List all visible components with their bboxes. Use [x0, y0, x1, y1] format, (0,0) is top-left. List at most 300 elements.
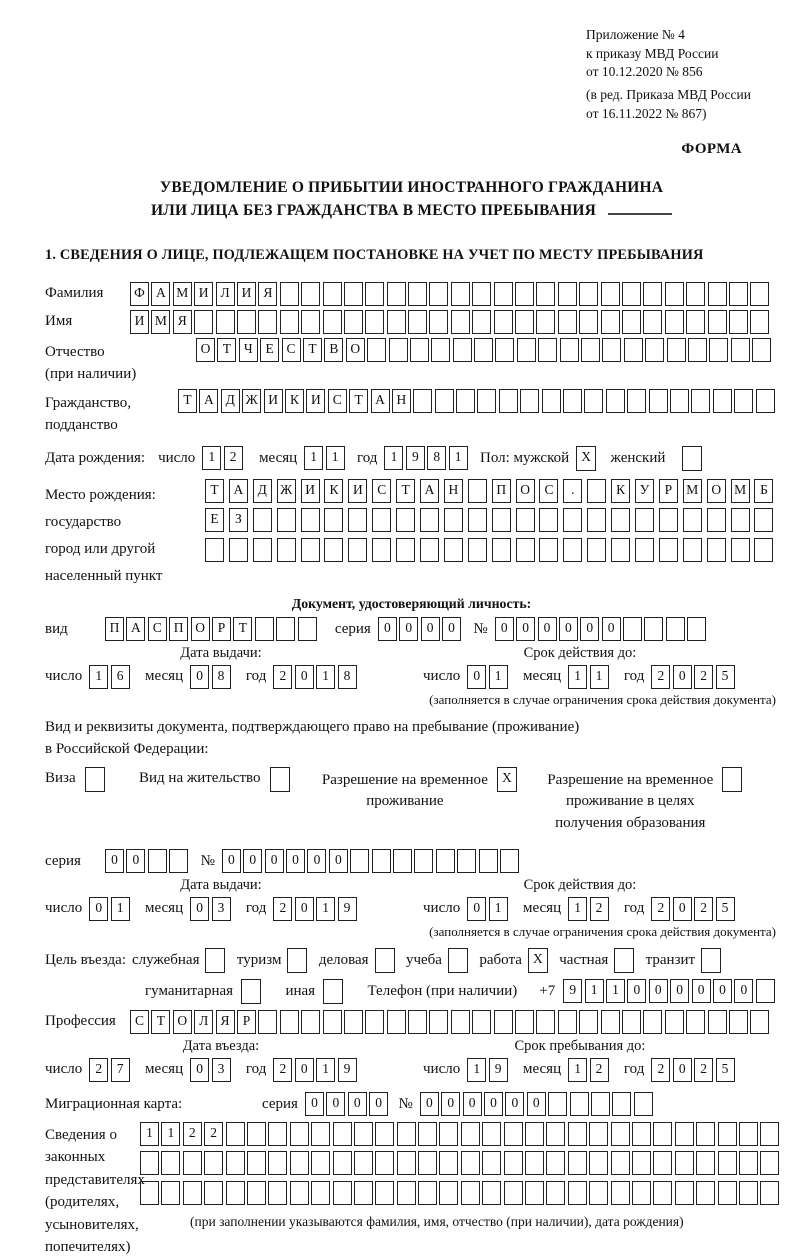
char-cell[interactable] [611, 1151, 630, 1175]
doc-type-cells[interactable] [105, 617, 319, 641]
char-cell[interactable] [280, 1010, 299, 1034]
char-cell[interactable] [696, 1151, 715, 1175]
res-issue-month-cells[interactable] [190, 897, 233, 921]
char-cell[interactable] [500, 849, 519, 873]
char-cell[interactable] [435, 389, 454, 413]
char-cell[interactable] [750, 310, 769, 334]
char-cell[interactable]: 0 [463, 1092, 482, 1116]
char-cell[interactable]: 1 [161, 1122, 180, 1146]
char-cell[interactable]: 0 [89, 897, 108, 921]
char-cell[interactable] [525, 1181, 544, 1205]
char-cell[interactable]: 1 [568, 897, 587, 921]
char-cell[interactable] [731, 538, 750, 562]
char-cell[interactable] [548, 1092, 567, 1116]
name-cells[interactable] [130, 310, 772, 334]
char-cell[interactable] [696, 1181, 715, 1205]
char-cell[interactable]: 0 [421, 617, 440, 641]
char-cell[interactable]: 5 [716, 1058, 735, 1082]
char-cell[interactable] [226, 1181, 245, 1205]
char-cell[interactable] [375, 1122, 394, 1146]
char-cell[interactable] [504, 1122, 523, 1146]
char-cell[interactable] [515, 1010, 534, 1034]
purpose-humanitarian-checkbox[interactable] [241, 979, 263, 1004]
char-cell[interactable]: 0 [649, 979, 668, 1003]
char-cell[interactable] [606, 389, 625, 413]
char-cell[interactable] [280, 282, 299, 306]
char-cell[interactable] [729, 282, 748, 306]
char-cell[interactable] [645, 338, 664, 362]
char-cell[interactable] [268, 1151, 287, 1175]
char-cell[interactable]: 0 [190, 897, 209, 921]
char-cell[interactable] [688, 338, 707, 362]
char-cell[interactable] [161, 1181, 180, 1205]
char-cell[interactable]: 0 [627, 979, 646, 1003]
char-cell[interactable] [344, 1010, 363, 1034]
char-cell[interactable] [468, 538, 487, 562]
char-cell[interactable] [760, 1122, 779, 1146]
char-cell[interactable] [516, 508, 535, 532]
char-cell[interactable]: 0 [673, 1058, 692, 1082]
char-cell[interactable] [444, 538, 463, 562]
char-cell[interactable] [536, 282, 555, 306]
char-cell[interactable] [536, 1010, 555, 1034]
char-cell[interactable]: 0 [442, 617, 461, 641]
char-cell[interactable]: 0 [734, 979, 753, 1003]
patronymic-cells[interactable] [196, 338, 774, 362]
purpose-tourism-checkbox[interactable] [287, 948, 309, 973]
char-cell[interactable] [436, 849, 455, 873]
char-cell[interactable]: 0 [441, 1092, 460, 1116]
char-cell[interactable] [367, 338, 386, 362]
char-cell[interactable] [718, 1151, 737, 1175]
char-cell[interactable]: 0 [305, 1092, 324, 1116]
char-cell[interactable]: 0 [329, 849, 348, 873]
char-cell[interactable] [666, 617, 685, 641]
char-cell[interactable]: Я [216, 1010, 235, 1034]
char-cell[interactable] [387, 282, 406, 306]
char-cell[interactable] [241, 979, 261, 1004]
char-cell[interactable] [420, 538, 439, 562]
char-cell[interactable] [169, 849, 188, 873]
char-cell[interactable] [439, 1151, 458, 1175]
char-cell[interactable] [492, 538, 511, 562]
birth-place-row3-cells[interactable] [205, 538, 778, 562]
char-cell[interactable] [696, 1122, 715, 1146]
char-cell[interactable] [750, 282, 769, 306]
char-cell[interactable]: 0 [527, 1092, 546, 1116]
char-cell[interactable]: Т [151, 1010, 170, 1034]
char-cell[interactable]: 0 [295, 665, 314, 689]
char-cell[interactable] [461, 1151, 480, 1175]
char-cell[interactable] [301, 1010, 320, 1034]
char-cell[interactable] [365, 282, 384, 306]
char-cell[interactable]: 2 [651, 1058, 670, 1082]
char-cell[interactable]: 9 [489, 1058, 508, 1082]
char-cell[interactable]: 0 [222, 849, 241, 873]
char-cell[interactable]: 1 [384, 446, 403, 470]
char-cell[interactable] [237, 310, 256, 334]
char-cell[interactable] [413, 389, 432, 413]
char-cell[interactable]: В [324, 338, 343, 362]
char-cell[interactable] [754, 508, 773, 532]
char-cell[interactable]: К [611, 479, 630, 503]
char-cell[interactable]: X [528, 948, 548, 973]
char-cell[interactable]: 0 [692, 979, 711, 1003]
char-cell[interactable]: Ж [277, 479, 296, 503]
char-cell[interactable] [408, 1010, 427, 1034]
char-cell[interactable]: 8 [212, 665, 231, 689]
char-cell[interactable] [448, 948, 468, 973]
char-cell[interactable] [611, 1181, 630, 1205]
char-cell[interactable] [280, 310, 299, 334]
char-cell[interactable]: 1 [316, 665, 335, 689]
char-cell[interactable] [451, 282, 470, 306]
gender-female-checkbox[interactable] [682, 446, 704, 471]
char-cell[interactable] [472, 1010, 491, 1034]
id-valid-day-cells[interactable] [467, 665, 510, 689]
char-cell[interactable] [372, 849, 391, 873]
birth-day-cells[interactable] [202, 446, 245, 470]
char-cell[interactable] [520, 389, 539, 413]
char-cell[interactable] [579, 1010, 598, 1034]
char-cell[interactable] [713, 389, 732, 413]
char-cell[interactable]: 0 [243, 849, 262, 873]
char-cell[interactable] [760, 1151, 779, 1175]
char-cell[interactable] [538, 338, 557, 362]
char-cell[interactable] [701, 948, 721, 973]
char-cell[interactable] [587, 538, 606, 562]
char-cell[interactable]: 1 [140, 1122, 159, 1146]
char-cell[interactable] [354, 1181, 373, 1205]
birth-month-cells[interactable] [304, 446, 347, 470]
char-cell[interactable] [482, 1181, 501, 1205]
char-cell[interactable] [277, 538, 296, 562]
char-cell[interactable]: 0 [484, 1092, 503, 1116]
char-cell[interactable] [372, 538, 391, 562]
char-cell[interactable]: 0 [538, 617, 557, 641]
char-cell[interactable] [194, 310, 213, 334]
char-cell[interactable] [301, 310, 320, 334]
char-cell[interactable] [558, 310, 577, 334]
temp-residence-checkbox[interactable] [497, 767, 519, 792]
char-cell[interactable] [482, 1151, 501, 1175]
char-cell[interactable] [731, 338, 750, 362]
char-cell[interactable]: 0 [286, 849, 305, 873]
char-cell[interactable] [333, 1151, 352, 1175]
char-cell[interactable]: Ч [239, 338, 258, 362]
char-cell[interactable]: М [731, 479, 750, 503]
char-cell[interactable]: 8 [427, 446, 446, 470]
char-cell[interactable] [675, 1122, 694, 1146]
char-cell[interactable]: М [151, 310, 170, 334]
char-cell[interactable] [161, 1151, 180, 1175]
purpose-other-checkbox[interactable] [323, 979, 345, 1004]
char-cell[interactable] [546, 1122, 565, 1146]
char-cell[interactable] [290, 1151, 309, 1175]
char-cell[interactable] [311, 1151, 330, 1175]
char-cell[interactable] [504, 1181, 523, 1205]
char-cell[interactable]: М [173, 282, 192, 306]
char-cell[interactable] [683, 538, 702, 562]
char-cell[interactable]: 0 [378, 617, 397, 641]
char-cell[interactable] [722, 767, 742, 792]
char-cell[interactable]: 2 [273, 665, 292, 689]
char-cell[interactable]: Д [221, 389, 240, 413]
char-cell[interactable] [140, 1181, 159, 1205]
char-cell[interactable] [298, 617, 317, 641]
char-cell[interactable]: 1 [568, 665, 587, 689]
char-cell[interactable] [643, 1010, 662, 1034]
char-cell[interactable] [708, 310, 727, 334]
char-cell[interactable] [410, 338, 429, 362]
res-series-cells[interactable] [105, 849, 191, 873]
char-cell[interactable] [591, 1092, 610, 1116]
char-cell[interactable] [611, 538, 630, 562]
char-cell[interactable] [229, 538, 248, 562]
char-cell[interactable] [612, 1092, 631, 1116]
char-cell[interactable] [546, 1151, 565, 1175]
char-cell[interactable]: 1 [304, 446, 323, 470]
char-cell[interactable]: 2 [273, 1058, 292, 1082]
char-cell[interactable] [323, 979, 343, 1004]
char-cell[interactable]: С [130, 1010, 149, 1034]
char-cell[interactable] [589, 1151, 608, 1175]
char-cell[interactable] [420, 508, 439, 532]
char-cell[interactable] [397, 1151, 416, 1175]
char-cell[interactable]: 8 [338, 665, 357, 689]
char-cell[interactable]: Н [444, 479, 463, 503]
char-cell[interactable]: 1 [449, 446, 468, 470]
entry-day-cells[interactable] [89, 1058, 132, 1082]
char-cell[interactable]: П [492, 479, 511, 503]
doc-number-cells[interactable] [495, 617, 709, 641]
char-cell[interactable]: Р [237, 1010, 256, 1034]
char-cell[interactable] [494, 310, 513, 334]
char-cell[interactable]: И [237, 282, 256, 306]
id-valid-month-cells[interactable] [568, 665, 611, 689]
char-cell[interactable]: С [372, 479, 391, 503]
char-cell[interactable] [216, 310, 235, 334]
char-cell[interactable] [418, 1122, 437, 1146]
char-cell[interactable]: Т [205, 479, 224, 503]
char-cell[interactable] [247, 1181, 266, 1205]
char-cell[interactable] [408, 282, 427, 306]
char-cell[interactable] [708, 282, 727, 306]
migration-number-cells[interactable] [420, 1092, 655, 1116]
char-cell[interactable] [709, 338, 728, 362]
char-cell[interactable] [581, 338, 600, 362]
char-cell[interactable] [756, 389, 775, 413]
char-cell[interactable] [516, 538, 535, 562]
char-cell[interactable]: Т [396, 479, 415, 503]
char-cell[interactable] [517, 338, 536, 362]
char-cell[interactable] [255, 617, 274, 641]
char-cell[interactable] [258, 1010, 277, 1034]
char-cell[interactable] [429, 282, 448, 306]
char-cell[interactable] [494, 1010, 513, 1034]
char-cell[interactable] [568, 1122, 587, 1146]
char-cell[interactable] [148, 849, 167, 873]
char-cell[interactable]: А [229, 479, 248, 503]
char-cell[interactable]: 2 [89, 1058, 108, 1082]
char-cell[interactable]: З [229, 508, 248, 532]
char-cell[interactable]: И [301, 479, 320, 503]
char-cell[interactable]: 0 [126, 849, 145, 873]
char-cell[interactable] [644, 617, 663, 641]
char-cell[interactable] [558, 1010, 577, 1034]
char-cell[interactable]: 0 [516, 617, 535, 641]
char-cell[interactable] [584, 389, 603, 413]
char-cell[interactable] [691, 389, 710, 413]
char-cell[interactable] [444, 508, 463, 532]
char-cell[interactable]: А [199, 389, 218, 413]
char-cell[interactable]: 0 [190, 1058, 209, 1082]
char-cell[interactable]: 0 [713, 979, 732, 1003]
purpose-private-checkbox[interactable] [614, 948, 636, 973]
char-cell[interactable] [622, 282, 641, 306]
char-cell[interactable]: 1 [568, 1058, 587, 1082]
char-cell[interactable]: О [191, 617, 210, 641]
char-cell[interactable]: С [328, 389, 347, 413]
char-cell[interactable] [653, 1122, 672, 1146]
char-cell[interactable] [474, 338, 493, 362]
legal-rep-row2-cells[interactable] [140, 1151, 782, 1175]
char-cell[interactable]: А [371, 389, 390, 413]
char-cell[interactable] [632, 1181, 651, 1205]
char-cell[interactable] [492, 508, 511, 532]
char-cell[interactable]: 1 [89, 665, 108, 689]
char-cell[interactable]: 1 [316, 897, 335, 921]
char-cell[interactable] [482, 1122, 501, 1146]
char-cell[interactable]: И [264, 389, 283, 413]
char-cell[interactable] [365, 1010, 384, 1034]
char-cell[interactable] [468, 508, 487, 532]
char-cell[interactable]: 0 [673, 665, 692, 689]
char-cell[interactable] [718, 1122, 737, 1146]
char-cell[interactable]: 0 [670, 979, 689, 1003]
char-cell[interactable]: О [346, 338, 365, 362]
char-cell[interactable]: Е [205, 508, 224, 532]
char-cell[interactable] [734, 389, 753, 413]
char-cell[interactable]: 0 [467, 897, 486, 921]
char-cell[interactable] [344, 282, 363, 306]
char-cell[interactable] [290, 1181, 309, 1205]
char-cell[interactable]: 2 [694, 1058, 713, 1082]
stay-day-cells[interactable] [467, 1058, 510, 1082]
char-cell[interactable] [323, 310, 342, 334]
char-cell[interactable] [431, 338, 450, 362]
char-cell[interactable] [563, 538, 582, 562]
res-number-cells[interactable] [222, 849, 521, 873]
char-cell[interactable] [301, 282, 320, 306]
char-cell[interactable] [667, 338, 686, 362]
char-cell[interactable] [439, 1181, 458, 1205]
char-cell[interactable] [756, 979, 775, 1003]
char-cell[interactable]: Л [216, 282, 235, 306]
char-cell[interactable] [393, 849, 412, 873]
res-valid-year-cells[interactable] [651, 897, 737, 921]
char-cell[interactable] [542, 389, 561, 413]
char-cell[interactable]: Р [659, 479, 678, 503]
char-cell[interactable] [622, 310, 641, 334]
char-cell[interactable] [375, 1151, 394, 1175]
char-cell[interactable] [397, 1122, 416, 1146]
char-cell[interactable] [350, 849, 369, 873]
char-cell[interactable] [653, 1181, 672, 1205]
phone-cells[interactable] [563, 979, 777, 1003]
char-cell[interactable] [439, 1122, 458, 1146]
char-cell[interactable] [752, 338, 771, 362]
char-cell[interactable] [635, 508, 654, 532]
char-cell[interactable]: 9 [406, 446, 425, 470]
char-cell[interactable]: Т [217, 338, 236, 362]
char-cell[interactable]: 1 [590, 665, 609, 689]
char-cell[interactable] [414, 849, 433, 873]
char-cell[interactable] [665, 282, 684, 306]
char-cell[interactable] [708, 1010, 727, 1034]
char-cell[interactable]: А [126, 617, 145, 641]
char-cell[interactable] [205, 948, 225, 973]
char-cell[interactable]: Я [173, 310, 192, 334]
char-cell[interactable] [560, 338, 579, 362]
char-cell[interactable] [587, 479, 606, 503]
char-cell[interactable] [204, 1181, 223, 1205]
char-cell[interactable] [253, 508, 272, 532]
char-cell[interactable]: С [148, 617, 167, 641]
char-cell[interactable]: 0 [295, 1058, 314, 1082]
char-cell[interactable] [333, 1181, 352, 1205]
char-cell[interactable]: 2 [590, 897, 609, 921]
char-cell[interactable] [333, 1122, 352, 1146]
char-cell[interactable] [707, 508, 726, 532]
char-cell[interactable] [729, 310, 748, 334]
char-cell[interactable] [226, 1151, 245, 1175]
char-cell[interactable] [601, 310, 620, 334]
char-cell[interactable] [396, 538, 415, 562]
char-cell[interactable] [389, 338, 408, 362]
char-cell[interactable] [268, 1122, 287, 1146]
char-cell[interactable]: М [683, 479, 702, 503]
char-cell[interactable] [451, 310, 470, 334]
char-cell[interactable] [85, 767, 105, 792]
char-cell[interactable] [323, 282, 342, 306]
char-cell[interactable] [643, 282, 662, 306]
char-cell[interactable] [375, 1181, 394, 1205]
char-cell[interactable] [659, 508, 678, 532]
char-cell[interactable] [311, 1181, 330, 1205]
char-cell[interactable] [183, 1181, 202, 1205]
char-cell[interactable] [525, 1122, 544, 1146]
char-cell[interactable]: 9 [563, 979, 582, 1003]
birth-year-cells[interactable] [384, 446, 470, 470]
purpose-study-checkbox[interactable] [448, 948, 470, 973]
char-cell[interactable] [683, 508, 702, 532]
char-cell[interactable]: И [194, 282, 213, 306]
purpose-official-checkbox[interactable] [205, 948, 227, 973]
char-cell[interactable]: С [282, 338, 301, 362]
char-cell[interactable] [354, 1151, 373, 1175]
stay-year-cells[interactable] [651, 1058, 737, 1082]
char-cell[interactable]: О [707, 479, 726, 503]
char-cell[interactable]: Я [258, 282, 277, 306]
gender-male-checkbox[interactable] [576, 446, 598, 471]
char-cell[interactable] [397, 1181, 416, 1205]
char-cell[interactable]: 1 [489, 665, 508, 689]
char-cell[interactable]: 1 [326, 446, 345, 470]
char-cell[interactable] [461, 1181, 480, 1205]
id-issue-year-cells[interactable] [273, 665, 359, 689]
char-cell[interactable]: П [169, 617, 188, 641]
